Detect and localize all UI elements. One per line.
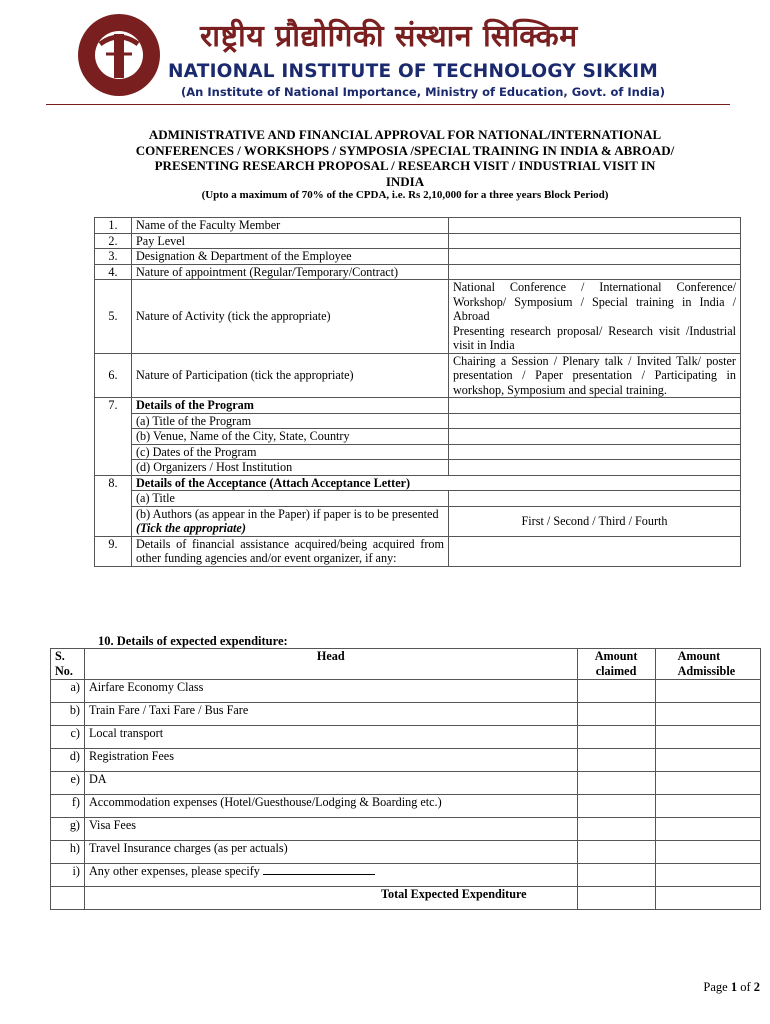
field-label: (a) Title xyxy=(132,491,449,507)
row-sno: h) xyxy=(51,841,85,864)
total-label: Total Expected Expenditure xyxy=(84,887,577,910)
program-blank xyxy=(449,398,741,414)
letterhead xyxy=(0,0,770,110)
field-label: Nature of Activity (tick the appropriate) xyxy=(132,280,449,354)
row-head: Airfare Economy Class xyxy=(84,680,577,703)
tick-hint: (Tick the appropriate) xyxy=(136,521,246,535)
form-title xyxy=(80,127,730,189)
title-line: CONFERENCES / WORKSHOPS / SYMPOSIA /SPECIAL TRAINING IN INDIA & ABROAD/ xyxy=(135,142,675,158)
row-number: 2. xyxy=(95,233,132,249)
row-head: DA xyxy=(84,772,577,795)
field-label: Name of the Faculty Member xyxy=(132,218,449,234)
row-number: 6. xyxy=(95,353,132,398)
row-sno: f) xyxy=(51,795,85,818)
col-header-sno: S. No. xyxy=(51,649,85,680)
faculty-name-field[interactable] xyxy=(449,218,741,234)
field-label: Details of financial assistance acquired/being acquired from other funding agencies and/or event organizer, if any: xyxy=(132,536,449,566)
row-head: Travel Insurance charges (as per actuals) xyxy=(84,841,577,864)
participation-options[interactable]: Chairing a Session / Plenary talk / Invited Talk/ poster presentation / Paper presentation / Participating in workshop, Symposium and special training. xyxy=(449,353,741,398)
amount-claimed-cell[interactable] xyxy=(577,680,655,703)
row-head: Accommodation expenses (Hotel/Guesthouse/Lodging & Boarding etc.) xyxy=(84,795,577,818)
col-header-claimed: Amount claimed xyxy=(577,649,655,680)
row-sno: e) xyxy=(51,772,85,795)
amount-claimed-cell[interactable] xyxy=(577,726,655,749)
row-head: Train Fare / Taxi Fare / Bus Fare xyxy=(84,703,577,726)
form-subtitle: (Upto a maximum of 70% of the CPDA, i.e. Rs 2,10,000 for a three years Block Period) xyxy=(201,189,609,201)
appointment-field[interactable] xyxy=(449,264,741,280)
designation-field[interactable] xyxy=(449,249,741,265)
row-sno: a) xyxy=(51,680,85,703)
program-title-field[interactable] xyxy=(449,413,741,429)
amount-claimed-cell[interactable] xyxy=(577,749,655,772)
page-prefix: Page xyxy=(703,980,731,994)
amount-admissible-cell[interactable] xyxy=(655,726,760,749)
row-number: 1. xyxy=(95,218,132,234)
row-head: Visa Fees xyxy=(84,818,577,841)
institute-name-hindi: राष्ट्रीय प्रौद्योगिकी संस्थान सिक्किम xyxy=(200,19,578,54)
amount-claimed-cell[interactable] xyxy=(577,818,655,841)
amount-admissible-cell[interactable] xyxy=(655,795,760,818)
total-claimed-cell[interactable] xyxy=(577,887,655,910)
row-head xyxy=(84,864,577,887)
institute-subtitle: (An Institute of National Importance, Ministry of Education, Govt. of India) xyxy=(181,85,666,99)
logo-emblem-icon xyxy=(78,14,160,96)
specify-blank[interactable] xyxy=(263,864,375,875)
title-line: ADMINISTRATIVE AND FINANCIAL APPROVAL FOR NATIONAL/INTERNATIONAL xyxy=(148,127,662,142)
activity-option-research[interactable]: Presenting research proposal/ Research visit /Industrial visit in India xyxy=(453,323,736,352)
row-head: Registration Fees xyxy=(84,749,577,772)
amount-claimed-cell[interactable] xyxy=(577,772,655,795)
institute-logo xyxy=(78,14,160,96)
page-of: of xyxy=(737,980,754,994)
amount-claimed-cell[interactable] xyxy=(577,841,655,864)
field-label xyxy=(132,506,449,536)
institute-name: NATIONAL INSTITUTE OF TECHNOLOGY SIKKIM xyxy=(168,61,658,82)
total-sno-cell xyxy=(51,887,85,910)
activity-options[interactable] xyxy=(449,280,741,354)
details-table xyxy=(94,217,741,567)
amount-claimed-cell[interactable] xyxy=(577,795,655,818)
row-sno: d) xyxy=(51,749,85,772)
authors-label: (b) Authors (as appear in the Paper) if paper is to be presented xyxy=(136,506,439,521)
organizers-field[interactable] xyxy=(449,460,741,476)
amount-claimed-cell[interactable] xyxy=(577,703,655,726)
amount-admissible-cell[interactable] xyxy=(655,841,760,864)
row-sno: g) xyxy=(51,818,85,841)
total-admissible-cell[interactable] xyxy=(655,887,760,910)
amount-admissible-cell[interactable] xyxy=(655,818,760,841)
field-label: (a) Title of the Program xyxy=(132,413,449,429)
activity-option-conference[interactable]: National Conference / International Conference/ Workshop/ Symposium / Special training in India / Abroad xyxy=(453,280,736,323)
row-number: 7. xyxy=(95,398,132,476)
row-number: 3. xyxy=(95,249,132,265)
field-label: Pay Level xyxy=(132,233,449,249)
row-number: 9. xyxy=(95,536,132,566)
row-head: Local transport xyxy=(84,726,577,749)
field-label: (b) Venue, Name of the City, State, Country xyxy=(132,429,449,445)
col-header-head: Head xyxy=(84,649,577,680)
header-divider xyxy=(46,104,730,105)
amount-admissible-cell[interactable] xyxy=(655,680,760,703)
amount-admissible-cell[interactable] xyxy=(655,772,760,795)
author-position-options[interactable]: First / Second / Third / Fourth xyxy=(449,506,741,536)
row-number: 4. xyxy=(95,264,132,280)
field-label: Nature of Participation (tick the appropriate) xyxy=(132,353,449,398)
expenditure-section-title: 10. Details of expected expenditure: xyxy=(98,634,288,648)
field-label: Designation & Department of the Employee xyxy=(132,249,449,265)
field-label: (c) Dates of the Program xyxy=(132,444,449,460)
acceptance-title-field[interactable] xyxy=(449,491,741,507)
other-expenses-label: Any other expenses, please specify xyxy=(88,864,260,878)
row-sno: b) xyxy=(51,703,85,726)
pay-level-field[interactable] xyxy=(449,233,741,249)
field-label: Nature of appointment (Regular/Temporary/Contract) xyxy=(132,264,449,280)
amount-admissible-cell[interactable] xyxy=(655,864,760,887)
row-number: 5. xyxy=(95,280,132,354)
venue-field[interactable] xyxy=(449,429,741,445)
expenditure-table xyxy=(50,648,761,910)
amount-admissible-cell[interactable] xyxy=(655,703,760,726)
amount-claimed-cell[interactable] xyxy=(577,864,655,887)
title-line: INDIA xyxy=(385,173,425,189)
financial-assistance-field[interactable] xyxy=(449,536,741,566)
amount-admissible-cell[interactable] xyxy=(655,749,760,772)
program-dates-field[interactable] xyxy=(449,444,741,460)
page-number xyxy=(703,980,760,995)
row-sno: i) xyxy=(51,864,85,887)
section-label: Details of the Acceptance (Attach Acceptance Letter) xyxy=(132,475,741,491)
section-label: Details of the Program xyxy=(132,398,449,414)
title-line: PRESENTING RESEARCH PROPOSAL / RESEARCH VISIT / INDUSTRIAL VISIT IN xyxy=(154,158,656,173)
page-current: 1 xyxy=(730,980,738,994)
row-sno: c) xyxy=(51,726,85,749)
field-label: (d) Organizers / Host Institution xyxy=(132,460,449,476)
page-total: 2 xyxy=(753,980,760,994)
col-header-admissible: Amount Admissible xyxy=(655,649,760,680)
row-number: 8. xyxy=(95,475,132,536)
